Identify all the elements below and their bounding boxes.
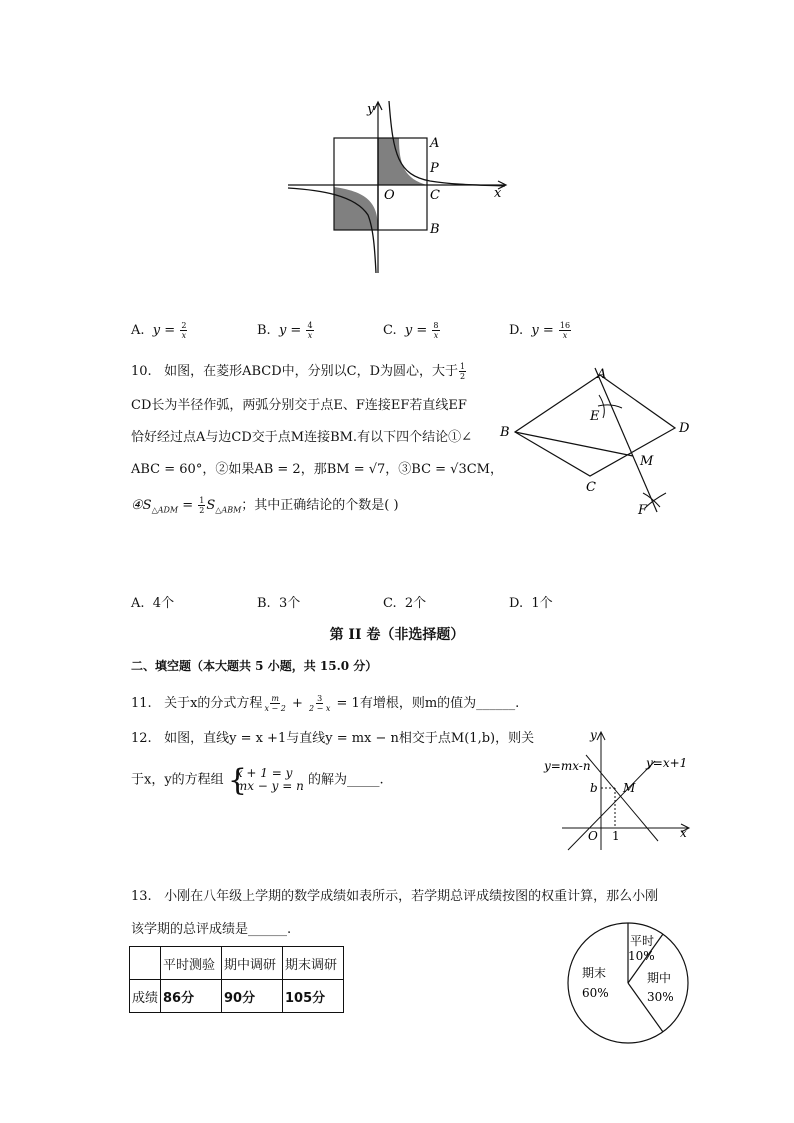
pie-label-pingshi: 平时 — [630, 934, 655, 948]
pie-pct-qizhong: 30% — [647, 990, 674, 1004]
label-x: x — [680, 826, 687, 840]
q11: 11. 关于x的分式方程 $\frac{m}{x - 2}$ + $\frac{3}{2 - x}$ = 1有增根，则m的值为______. — [131, 694, 520, 713]
q10-line4: ABC = 60°，②如果AB = 2，那BM = √7，③BC = √3CM， — [131, 462, 503, 477]
weight-pie — [560, 915, 700, 1055]
q10-option-c[interactable]: C. 2个 — [383, 596, 427, 611]
lines-graph — [540, 725, 700, 855]
q13-line2: 该学期的总评成绩是______. — [131, 922, 292, 937]
label-C: C — [430, 188, 440, 203]
table-cell: 105分 — [283, 980, 344, 1013]
q10-line3: 恰好经过点A与边CD交于点M连接BM.有以下四个结论①∠ — [131, 430, 472, 445]
table-cell: 86分 — [161, 980, 222, 1013]
label-y: y — [590, 728, 597, 742]
q10-option-a[interactable]: A. 4个 — [131, 596, 175, 611]
pie-pct-qimo: 60% — [582, 986, 609, 1000]
hyperbola-figure — [280, 95, 520, 280]
table-cell: 平时测验 — [161, 947, 222, 980]
label-F: F — [638, 503, 648, 518]
label-O: O — [384, 188, 395, 203]
label-M: M — [640, 454, 654, 469]
q12-line2: 于x，y的方程组 { x + 1 = y mx − y = n 的解为_____. — [131, 763, 384, 798]
table-cell — [130, 947, 161, 980]
label-b: b — [590, 781, 598, 795]
q10-line1: 10. 如图，在菱形ABCD中，分别以C，D为圆心，大于 $\frac{1}{2}$ — [131, 362, 466, 381]
section2-title: 第 II 卷（非选择题） — [329, 627, 465, 643]
table-cell: 成绩 — [130, 980, 161, 1013]
label-1: 1 — [612, 829, 620, 843]
table-cell: 期中调研 — [222, 947, 283, 980]
label-P: P — [430, 161, 439, 176]
label-E: E — [590, 409, 600, 424]
table-cell: 90分 — [222, 980, 283, 1013]
label-line1: y=mx-n — [544, 759, 591, 773]
q10-line5: $④S_{\triangle ADM}$ = $\frac{1}{2}$ $S_{\triangle ABM}$；其中正确结论的个数是( ) — [131, 496, 399, 515]
segment-bm — [515, 432, 633, 456]
q10-line2: CD长为半径作弧，两弧分别交于点E、F连接EF若直线EF — [131, 398, 467, 413]
label-D: D — [679, 421, 690, 436]
label-M: M — [623, 781, 636, 795]
section2-subtitle: 二、填空题（本大题共 5 小题，共 15.0 分） — [131, 659, 378, 673]
pie-pct-pingshi: 10% — [628, 949, 655, 963]
label-A: A — [597, 367, 607, 382]
score-table — [129, 946, 344, 1013]
q12-line1: 12. 如图，直线y = x +1与直线y = mx − n相交于点M(1,b)，则关 — [131, 731, 535, 746]
label-B: B — [430, 222, 440, 237]
shaded-region-lower — [334, 185, 378, 230]
option-b[interactable]: B. y = $\frac{4}{x}$ — [257, 321, 313, 340]
label-O: O — [588, 829, 598, 843]
option-d[interactable]: D. y = $\frac{16}{x}$ — [509, 321, 571, 340]
label-B: B — [500, 425, 510, 440]
label-C: C — [586, 480, 596, 495]
pie-label-qizhong: 期中 — [647, 971, 672, 985]
option-c[interactable]: C. y = $\frac{8}{x}$ — [383, 321, 439, 340]
q10-option-b[interactable]: B. 3个 — [257, 596, 301, 611]
label-line2: y=x+1 — [646, 756, 688, 770]
option-a[interactable]: A. y = $\frac{2}{x}$ — [131, 321, 187, 340]
table-cell: 期末调研 — [283, 947, 344, 980]
q13-line1: 13. 小刚在八年级上学期的数学成绩如表所示，若学期总评成绩按图的权重计算，那么小刚 — [131, 889, 659, 904]
label-A: A — [430, 136, 440, 151]
label-y: y — [367, 102, 375, 117]
line-ef — [595, 368, 657, 512]
table-row — [130, 980, 344, 1013]
table-header-row — [130, 947, 344, 980]
pie-label-qimo: 期末 — [582, 966, 607, 980]
q10-option-d[interactable]: D. 1个 — [509, 596, 553, 611]
rhombus-figure — [495, 360, 700, 525]
label-x: x — [494, 186, 502, 201]
